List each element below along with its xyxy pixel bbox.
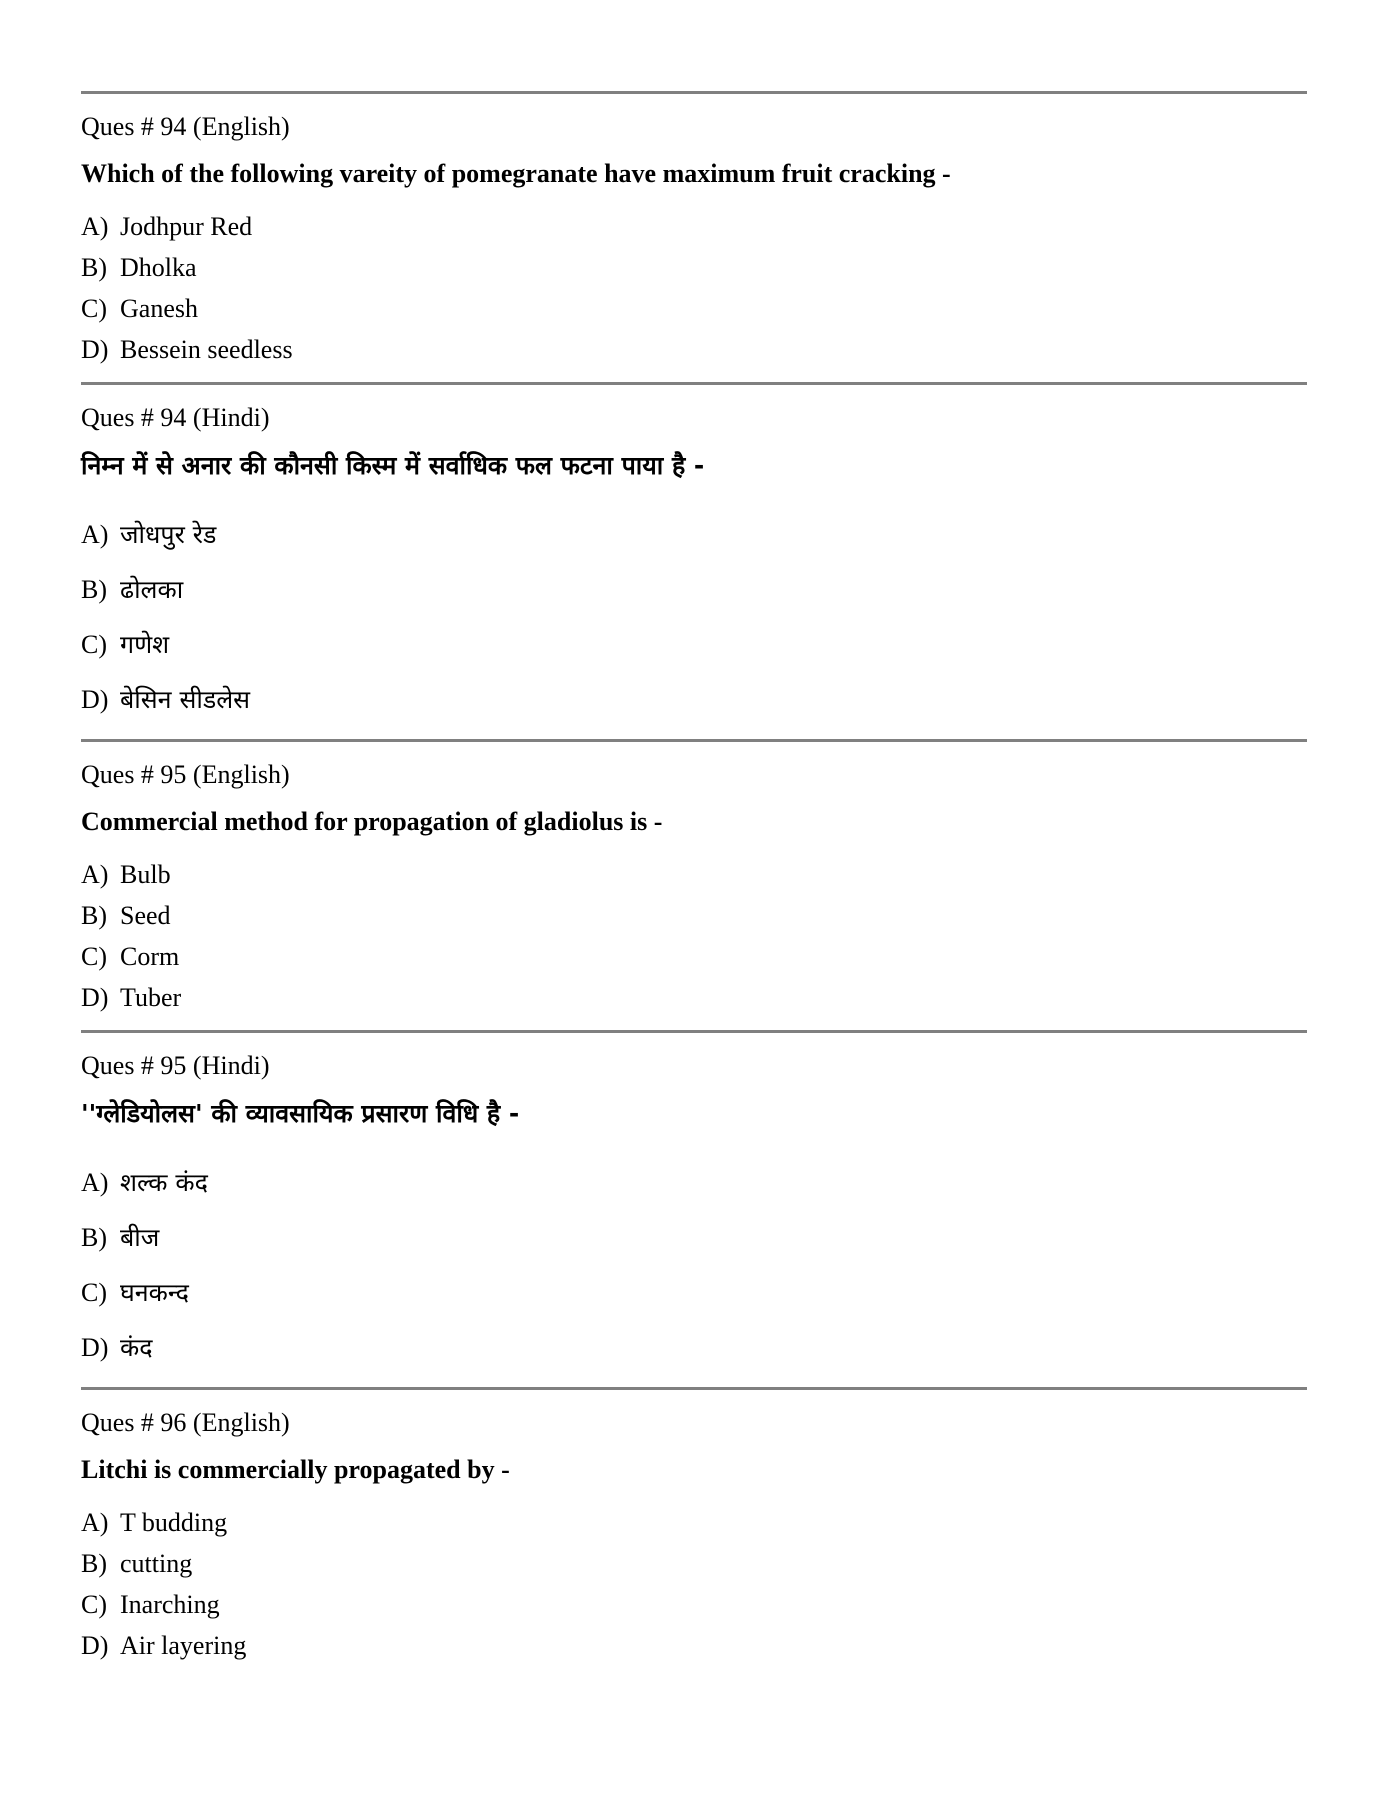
option-text: ढोलका bbox=[120, 575, 184, 604]
option-b bbox=[81, 1543, 1307, 1584]
option-d bbox=[81, 329, 1307, 370]
option-text: Dholka bbox=[120, 253, 197, 282]
question-block-96-english bbox=[81, 1387, 1307, 1678]
option-text: Inarching bbox=[120, 1590, 220, 1619]
option-text: Ganesh bbox=[120, 294, 198, 323]
option-list bbox=[81, 854, 1307, 1030]
option-c bbox=[81, 1584, 1307, 1625]
option-d bbox=[81, 1625, 1307, 1666]
option-a bbox=[81, 507, 1307, 562]
question-block-94-hindi bbox=[81, 382, 1307, 739]
question-sheet bbox=[81, 91, 1307, 1678]
question-label: Ques # 94 (English) bbox=[81, 112, 290, 141]
option-letter: B) bbox=[81, 901, 107, 930]
option-list bbox=[81, 1502, 1307, 1678]
question-text: Which of the following vareity of pomegranate have maximum fruit cracking - bbox=[81, 159, 951, 188]
option-letter: B) bbox=[81, 575, 107, 604]
option-letter: D) bbox=[81, 1333, 109, 1362]
option-c bbox=[81, 288, 1307, 329]
option-letter: A) bbox=[81, 1168, 109, 1197]
option-letter: B) bbox=[81, 253, 107, 282]
option-text: Corm bbox=[120, 942, 180, 971]
option-a bbox=[81, 854, 1307, 895]
question-label: Ques # 96 (English) bbox=[81, 1408, 290, 1437]
option-list bbox=[81, 206, 1307, 382]
option-letter: B) bbox=[81, 1549, 107, 1578]
option-text: कंद bbox=[120, 1333, 153, 1362]
option-letter: A) bbox=[81, 212, 109, 241]
option-b bbox=[81, 1210, 1307, 1265]
question-text: Litchi is commercially propagated by - bbox=[81, 1455, 510, 1484]
option-text: T budding bbox=[120, 1508, 228, 1537]
option-b bbox=[81, 247, 1307, 288]
option-text: Air layering bbox=[120, 1631, 247, 1660]
option-letter: A) bbox=[81, 1508, 109, 1537]
option-letter: D) bbox=[81, 335, 109, 364]
option-letter: C) bbox=[81, 630, 107, 659]
option-c bbox=[81, 617, 1307, 672]
option-letter: D) bbox=[81, 1631, 109, 1660]
option-d bbox=[81, 1320, 1307, 1375]
option-letter: C) bbox=[81, 1590, 107, 1619]
option-list bbox=[81, 507, 1307, 739]
option-letter: D) bbox=[81, 983, 109, 1012]
option-letter: C) bbox=[81, 1278, 107, 1307]
option-d bbox=[81, 977, 1307, 1018]
option-text: बेसिन सीडलेस bbox=[120, 685, 251, 714]
question-block-95-english bbox=[81, 739, 1307, 1030]
option-a bbox=[81, 1155, 1307, 1210]
option-b bbox=[81, 562, 1307, 617]
option-text: Bessein seedless bbox=[120, 335, 293, 364]
option-text: Jodhpur Red bbox=[120, 212, 253, 241]
option-letter: C) bbox=[81, 294, 107, 323]
option-text: गणेश bbox=[120, 630, 170, 659]
question-label: Ques # 94 (Hindi) bbox=[81, 403, 270, 432]
question-label: Ques # 95 (Hindi) bbox=[81, 1051, 270, 1080]
option-text: बीज bbox=[120, 1223, 160, 1252]
option-letter: C) bbox=[81, 942, 107, 971]
option-d bbox=[81, 672, 1307, 727]
question-block-94-english bbox=[81, 91, 1307, 382]
option-text: cutting bbox=[120, 1549, 193, 1578]
option-list bbox=[81, 1155, 1307, 1387]
option-text: Tuber bbox=[120, 983, 182, 1012]
option-letter: B) bbox=[81, 1223, 107, 1252]
option-b bbox=[81, 895, 1307, 936]
option-text: घनकन्द bbox=[120, 1278, 189, 1307]
option-text: Seed bbox=[120, 901, 171, 930]
question-label: Ques # 95 (English) bbox=[81, 760, 290, 789]
option-letter: A) bbox=[81, 860, 109, 889]
question-text: ''ग्लेडियोलस' की व्यावसायिक प्रसारण विधि है - bbox=[81, 1099, 520, 1128]
question-block-95-hindi bbox=[81, 1030, 1307, 1387]
option-a bbox=[81, 206, 1307, 247]
option-text: जोधपुर रेड bbox=[120, 520, 217, 549]
option-letter: A) bbox=[81, 520, 109, 549]
question-text: Commercial method for propagation of gladiolus is - bbox=[81, 807, 663, 836]
option-text: Bulb bbox=[120, 860, 171, 889]
option-c bbox=[81, 1265, 1307, 1320]
option-letter: D) bbox=[81, 685, 109, 714]
option-a bbox=[81, 1502, 1307, 1543]
option-c bbox=[81, 936, 1307, 977]
question-text: निम्न में से अनार की कौनसी किस्म में सर्वाधिक फल फटना पाया है - bbox=[81, 451, 705, 480]
option-text: शल्क कंद bbox=[120, 1168, 208, 1197]
